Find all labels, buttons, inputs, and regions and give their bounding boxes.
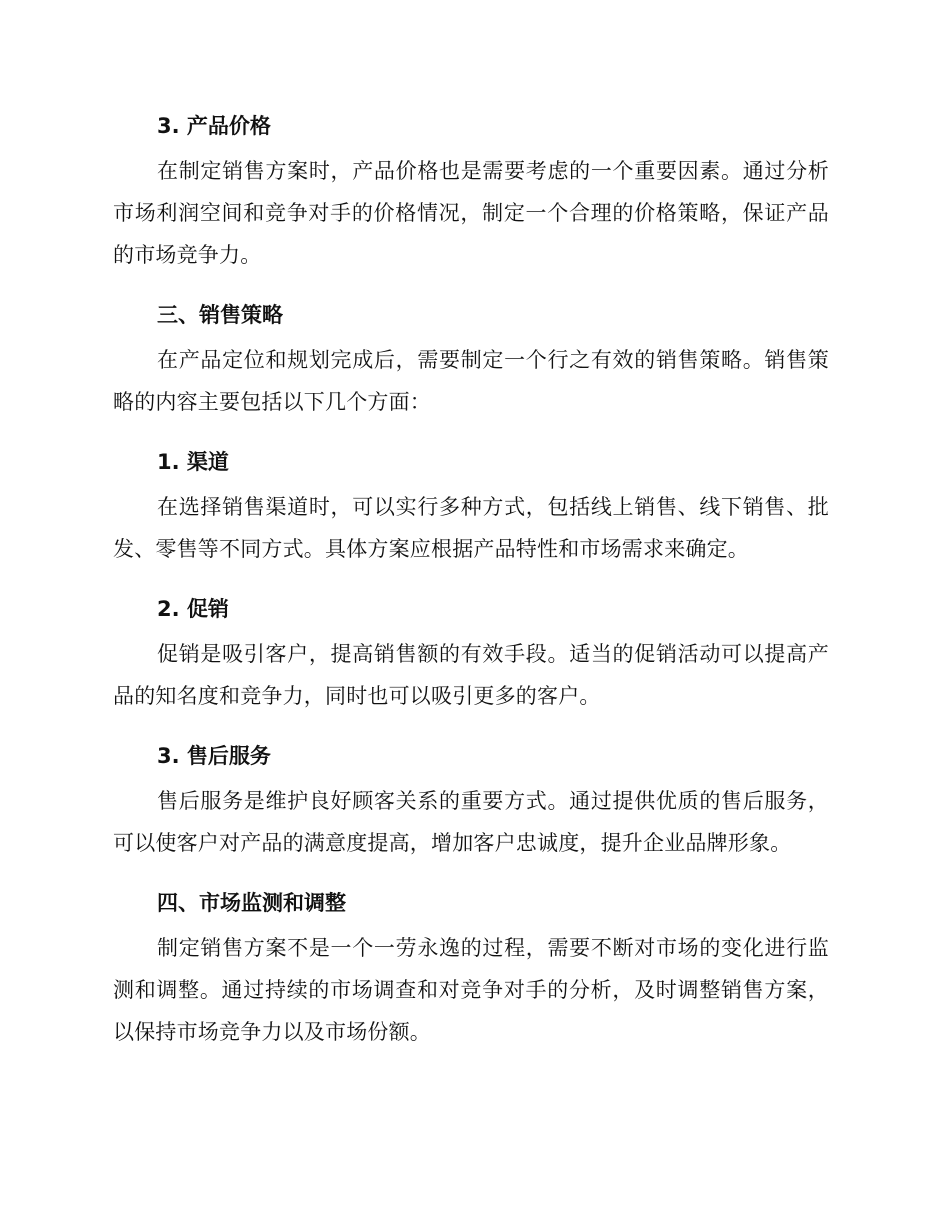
paragraph-product-price: 在制定销售方案时，产品价格也是需要考虑的一个重要因素。通过分析市场利润空间和竞争对手的价格情况，制定一个合理的价格策略，保证产品的市场竞争力。: [113, 159, 829, 267]
paragraph-sales-strategy: 在产品定位和规划完成后，需要制定一个行之有效的销售策略。销售策略的内容主要包括以下几个方面：: [113, 348, 829, 414]
paragraph-market-monitoring: 制定销售方案不是一个一劳永逸的过程，需要不断对市场的变化进行监测和调整。通过持续的市场调查和对竞争对手的分析，及时调整销售方案，以保持市场竞争力以及市场份额。: [113, 936, 829, 1044]
paragraph-channels: 在选择销售渠道时，可以实行多种方式，包括线上销售、线下销售、批发、零售等不同方式。具体方案应根据产品特性和市场需求来确定。: [113, 495, 829, 561]
heading-promotion: 2. 促销: [157, 597, 229, 621]
document-body: [113, 102, 829, 1068]
heading-sales-strategy: 三、销售策略: [157, 303, 283, 327]
paragraph-promotion: 促销是吸引客户，提高销售额的有效手段。适当的促销活动可以提高产品的知名度和竞争力，同时也可以吸引更多的客户。: [113, 642, 829, 708]
heading-channels: 1. 渠道: [157, 450, 229, 474]
paragraph-after-sales-service: 售后服务是维护良好顾客关系的重要方式。通过提供优质的售后服务，可以使客户对产品的满意度提高，增加客户忠诚度，提升企业品牌形象。: [113, 789, 829, 855]
heading-product-price: 3. 产品价格: [157, 114, 271, 138]
heading-market-monitoring: 四、市场监测和调整: [157, 891, 346, 915]
heading-after-sales-service: 3. 售后服务: [157, 744, 271, 768]
